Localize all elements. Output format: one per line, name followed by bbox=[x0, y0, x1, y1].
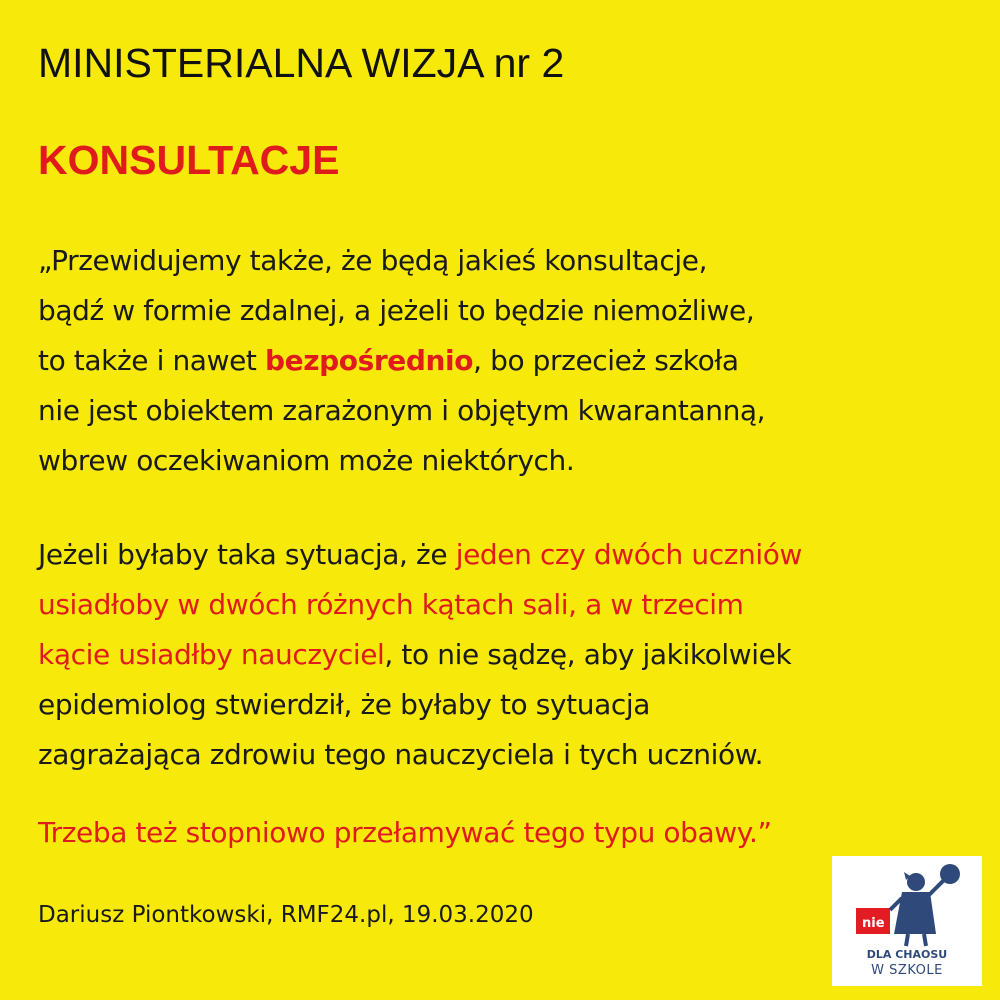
quote-line bbox=[38, 630, 802, 680]
quote-text: , to nie sądzę, aby jakikolwiek bbox=[384, 638, 792, 671]
quote-closing: Trzeba też stopniowo przełamywać tego typu obawy.” bbox=[38, 816, 772, 849]
quote-source: Dariusz Piontkowski, RMF24.pl, 19.03.2020 bbox=[38, 902, 534, 928]
quote-text: Jeżeli byłaby taka sytuacja, że bbox=[38, 538, 456, 571]
quote-line bbox=[38, 336, 765, 386]
quote-line: bądź w formie zdalnej, a jeżeli to będzie niemożliwe, bbox=[38, 294, 755, 327]
quote-line: zagrażająca zdrowiu tego nauczyciela i tych uczniów. bbox=[38, 738, 764, 771]
campaign-logo bbox=[832, 856, 982, 986]
quote-line: epidemiolog stwierdził, że byłaby to sytuacja bbox=[38, 688, 650, 721]
quote-line bbox=[38, 530, 802, 580]
page-title: MINISTERIALNA WIZJA nr 2 bbox=[38, 40, 565, 86]
page-subtitle: KONSULTACJE bbox=[38, 137, 340, 183]
quote-line: „Przewidujemy także, że będą jakieś konsultacje, bbox=[38, 244, 708, 277]
logo-text-line1: DLA CHAOSU bbox=[866, 948, 948, 961]
quote-paragraph-1 bbox=[38, 236, 765, 486]
logo-badge-text: nie bbox=[862, 916, 885, 931]
quote-line: wbrew oczekiwaniom może niektórych. bbox=[38, 444, 575, 477]
quote-highlight: kącie usiadłby nauczyciel bbox=[38, 638, 385, 671]
quote-paragraph-2 bbox=[38, 530, 802, 780]
quote-text: , bo przecież szkoła bbox=[473, 344, 739, 377]
quote-highlight: bezpośrednio bbox=[264, 344, 474, 377]
quote-highlight-line: usiadłoby w dwóch różnych kątach sali, a w trzecim bbox=[38, 588, 744, 621]
quote-highlight: jeden czy dwóch uczniów bbox=[455, 538, 802, 571]
quote-text: to także i nawet bbox=[38, 344, 265, 377]
logo-text-line2: W SZKOLE bbox=[871, 963, 943, 978]
quote-line: nie jest obiektem zarażonym i objętym kwarantanną, bbox=[38, 394, 766, 427]
